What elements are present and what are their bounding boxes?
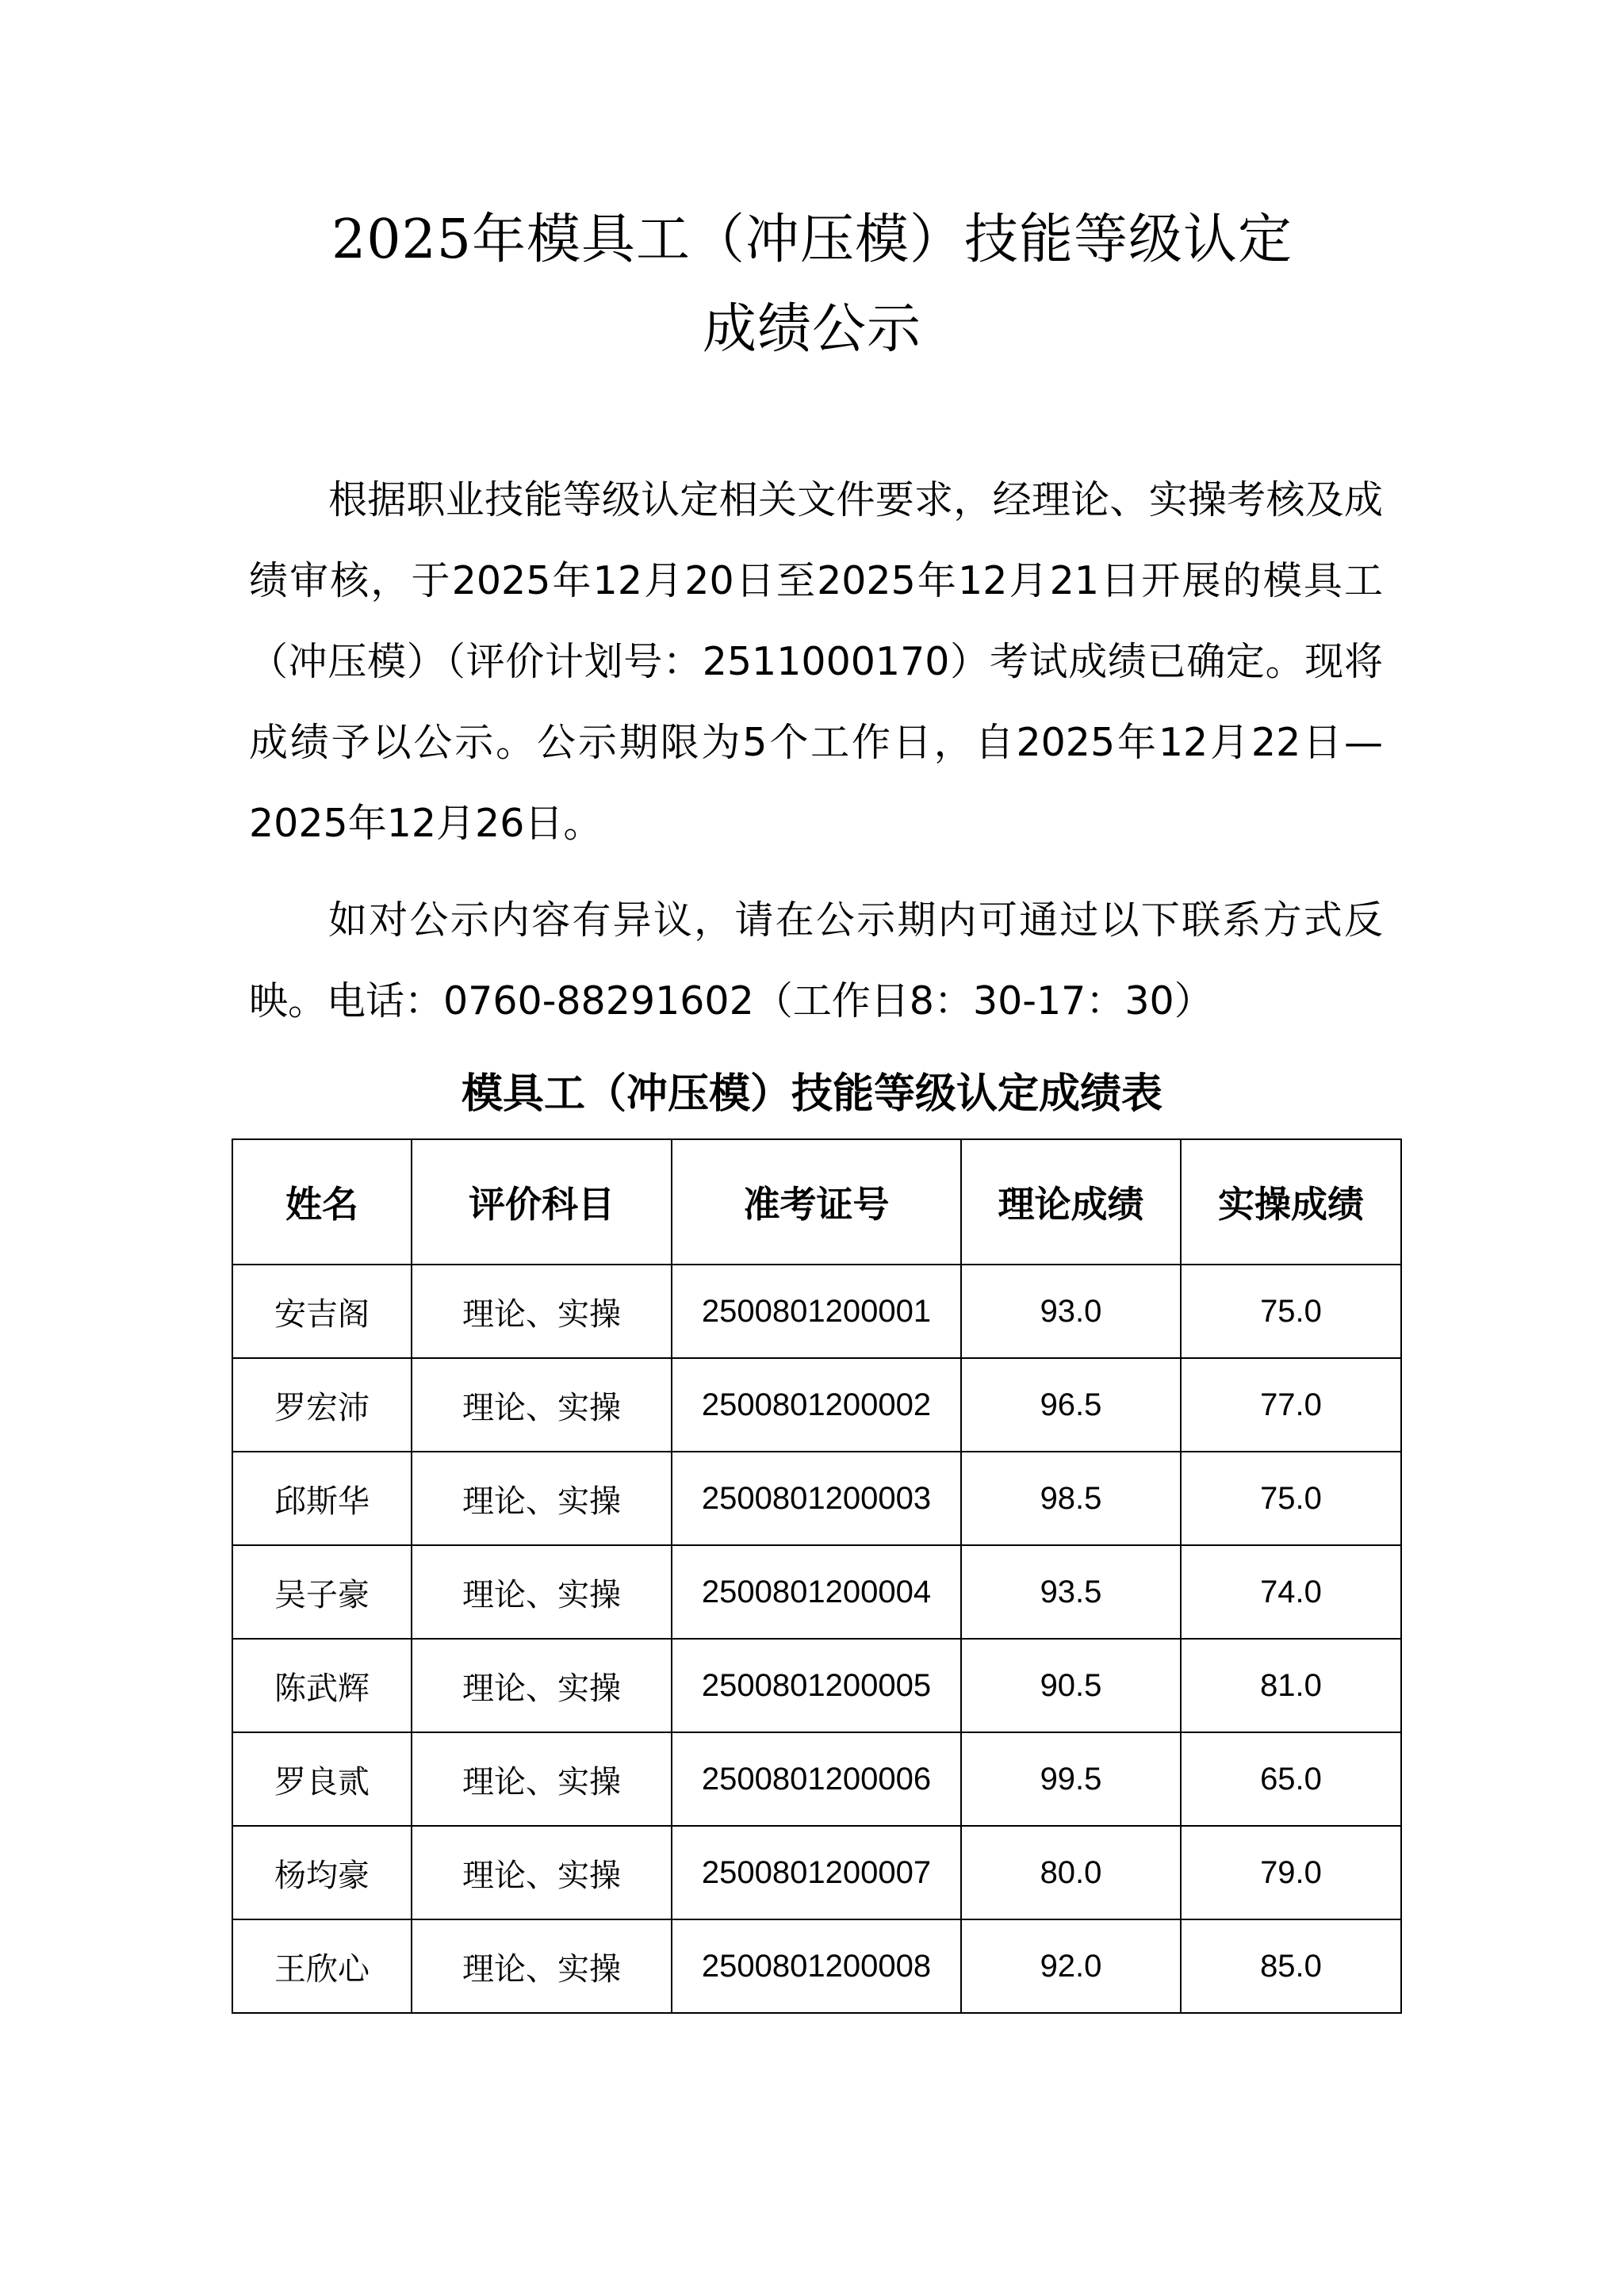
cell-theory-score: 98.5 [961, 1452, 1181, 1545]
cell-subject: 理论、实操 [412, 1265, 672, 1358]
cell-exam-id: 2500801200007 [672, 1826, 961, 1919]
table-row [232, 1358, 1401, 1452]
cell-exam-id: 2500801200003 [672, 1452, 961, 1545]
notice-paragraph-2 [249, 880, 1383, 1042]
cell-name: 杨均豪 [232, 1826, 412, 1919]
cell-name: 吴子豪 [232, 1545, 412, 1639]
header-exam-id: 准考证号 [672, 1139, 961, 1265]
cell-practical-score: 81.0 [1181, 1639, 1401, 1732]
cell-subject: 理论、实操 [412, 1639, 672, 1732]
cell-practical-score: 85.0 [1181, 1919, 1401, 2013]
notice-paragraph-1-text: 根据职业技能等级认定相关文件要求，经理论、实操考核及成绩审核，于2025年12月20日至2025年12月21日开展的模具工（冲压模）（评价计划号：2511000170）考试成绩已确定。现将成绩予以公示。公示期限为5个工作日，自2025年12月22日—2025年12月26日。 [249, 477, 1384, 846]
cell-practical-score: 77.0 [1181, 1358, 1401, 1452]
cell-theory-score: 99.5 [961, 1732, 1181, 1826]
cell-exam-id: 2500801200002 [672, 1358, 961, 1452]
cell-subject: 理论、实操 [412, 1826, 672, 1919]
cell-name: 罗宏沛 [232, 1358, 412, 1452]
table-row [232, 1452, 1401, 1545]
cell-theory-score: 93.5 [961, 1545, 1181, 1639]
cell-practical-score: 65.0 [1181, 1732, 1401, 1826]
cell-subject: 理论、实操 [412, 1452, 672, 1545]
table-row [232, 1265, 1401, 1358]
table-row [232, 1545, 1401, 1639]
cell-theory-score: 90.5 [961, 1639, 1181, 1732]
cell-theory-score: 96.5 [961, 1358, 1181, 1452]
cell-subject: 理论、实操 [412, 1545, 672, 1639]
header-subject: 评价科目 [412, 1139, 672, 1265]
table-row [232, 1826, 1401, 1919]
table-header-row [232, 1139, 1401, 1265]
cell-name: 王欣心 [232, 1919, 412, 2013]
table-row [232, 1919, 1401, 2013]
cell-name: 安吉阁 [232, 1265, 412, 1358]
page-title-line-2: 成绩公示 [702, 298, 921, 361]
table-title: 模具工（冲压模）技能等级认定成绩表 [461, 1070, 1162, 1118]
cell-practical-score: 74.0 [1181, 1545, 1401, 1639]
table-row [232, 1639, 1401, 1732]
cell-name: 罗良贰 [232, 1732, 412, 1826]
cell-name: 陈武辉 [232, 1639, 412, 1732]
cell-exam-id: 2500801200004 [672, 1545, 961, 1639]
header-practical-score: 实操成绩 [1181, 1139, 1401, 1265]
cell-theory-score: 92.0 [961, 1919, 1181, 2013]
notice-paragraph-2-text: 如对公示内容有异议，请在公示期内可通过以下联系方式反映。电话：0760-88291602（工作日8：30-17：30） [249, 897, 1383, 1024]
header-theory-score: 理论成绩 [961, 1139, 1181, 1265]
header-name: 姓名 [232, 1139, 412, 1265]
score-table [232, 1138, 1402, 2014]
cell-theory-score: 80.0 [961, 1826, 1181, 1919]
cell-exam-id: 2500801200005 [672, 1639, 961, 1732]
cell-name: 邱斯华 [232, 1452, 412, 1545]
notice-paragraph-1 [249, 460, 1383, 864]
cell-subject: 理论、实操 [412, 1358, 672, 1452]
table-row [232, 1732, 1401, 1826]
cell-practical-score: 75.0 [1181, 1452, 1401, 1545]
cell-practical-score: 75.0 [1181, 1265, 1401, 1358]
cell-theory-score: 93.0 [961, 1265, 1181, 1358]
cell-exam-id: 2500801200001 [672, 1265, 961, 1358]
cell-exam-id: 2500801200008 [672, 1919, 961, 2013]
cell-practical-score: 79.0 [1181, 1826, 1401, 1919]
cell-subject: 理论、实操 [412, 1732, 672, 1826]
page-title-line-1: 2025年模具工（冲压模）技能等级认定 [331, 209, 1293, 271]
cell-subject: 理论、实操 [412, 1919, 672, 2013]
cell-exam-id: 2500801200006 [672, 1732, 961, 1826]
